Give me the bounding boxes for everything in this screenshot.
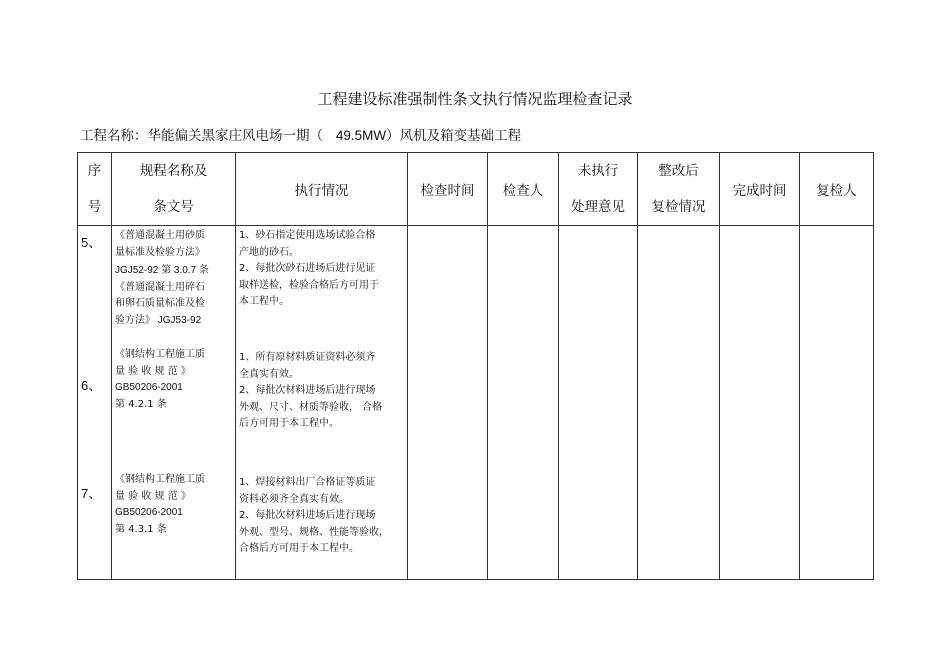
- header-rectify-recheck: 整改后 复检情况: [638, 153, 720, 226]
- seq-cell: [78, 226, 112, 580]
- execution-cell: [236, 226, 408, 580]
- standard-text: 《钢结构工程施工质 量 验 收 规 范 》 GB50206-2001 第 4.2.1 条: [115, 349, 205, 410]
- header-row: [78, 153, 874, 226]
- execution-text: 1、焊接材料出厂合格证等质证 资料必须齐全真实有效。 2、每批次材料进场后进行现场 外观、型号、规格、性能等验收， 合格后方可用于本工程中。: [239, 477, 389, 554]
- check-time-cell: [408, 226, 488, 580]
- unexecuted-opinion-cell: [559, 226, 638, 580]
- header-check-time: 检查时间: [408, 153, 488, 226]
- header-complete-time: 完成时间: [720, 153, 800, 226]
- inspection-record-table: [77, 152, 874, 580]
- complete-time-cell: [720, 226, 800, 580]
- header-execution: 执行情况: [236, 153, 408, 226]
- row-seq: 6、: [81, 378, 102, 393]
- project-suffix: ）风机及箱变基础工程: [386, 128, 522, 144]
- header-seq: 序 号: [78, 153, 112, 226]
- reinspector-cell: [800, 226, 874, 580]
- standard-cell: [112, 226, 236, 580]
- header-reinspector: 复检人: [800, 153, 874, 226]
- row-seq: 7、: [81, 486, 102, 501]
- project-name: [80, 124, 521, 144]
- project-label: 工程名称：华能偏关黑家庄风电场一期（: [80, 128, 323, 144]
- standard-text: 《普通混凝土用砂质 量标准及检验方法》: [115, 230, 205, 258]
- header-unexecuted-opinion: 未执行 处理意见: [559, 153, 638, 226]
- execution-text: 1、所有原材料质证资料必须齐 全真实有效。 2、每批次材料进场后进行现场 外观、尺寸、材质等验收， 合格 后方可用于本工程中。: [239, 352, 383, 429]
- table-row: [78, 226, 874, 580]
- header-inspector: 检查人: [488, 153, 559, 226]
- standard-text: JGJ52-92 第 3.0.7 条 《普通混凝土用碎石 和卵石质量标准及检 验方法》 JGJ53-92: [115, 265, 209, 326]
- standard-text: 《钢结构工程施工质 量 验 收 规 范 》 GB50206-2001 第 4.3.1 条: [115, 474, 205, 535]
- inspector-cell: [488, 226, 559, 580]
- execution-text: 1、砂石指定使用选场试验合格 产地的砂石。 2、每批次砂石进场后进行见证 取样送检，检验合格后方可用于 本工程中。: [239, 230, 379, 307]
- project-capacity: 49.5MW: [335, 128, 387, 143]
- document-title: 工程建设标准强制性条文执行情况监理检查记录: [317, 90, 633, 108]
- row-seq: 5、: [81, 235, 102, 250]
- header-standard: 规程名称及 条文号: [112, 153, 236, 226]
- rectify-recheck-cell: [638, 226, 720, 580]
